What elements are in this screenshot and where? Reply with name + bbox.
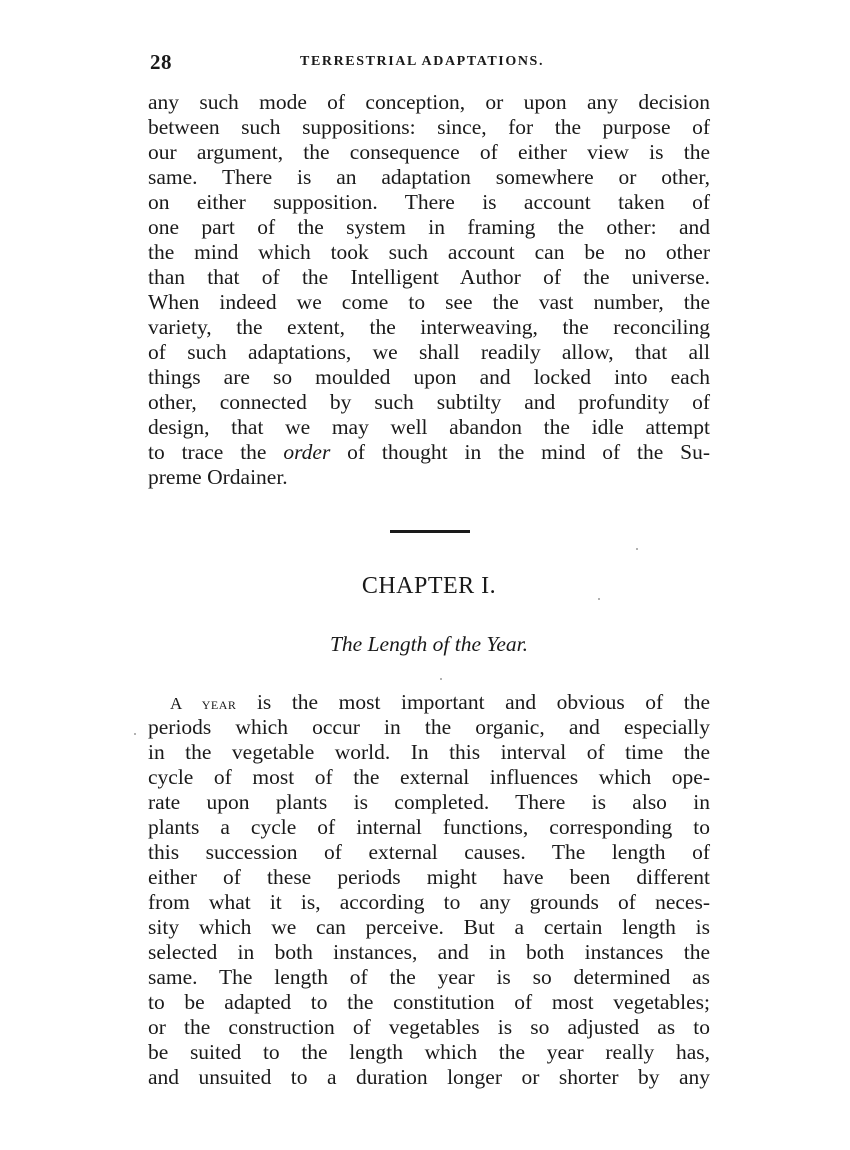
text-line: any such mode of conception, or upon any decision xyxy=(148,90,710,114)
paper-speck xyxy=(134,733,136,735)
text-line: sity which we can perceive. But a certain length is xyxy=(148,915,710,939)
text-line: other, connected by such subtilty and profundity of xyxy=(148,390,710,414)
text-line: When indeed we come to see the vast number, the xyxy=(148,290,710,314)
paper-speck xyxy=(636,548,638,550)
text-line: selected in both instances, and in both instances the xyxy=(148,940,710,964)
page-number: 28 xyxy=(150,50,172,74)
text-fragment: is the most important and obvious of the xyxy=(236,690,710,714)
text-line: design, that we may well abandon the idle attempt xyxy=(148,415,710,439)
text-line: the mind which took such account can be no other xyxy=(148,240,710,264)
chapter-heading: CHAPTER I. xyxy=(361,573,497,599)
text-line: same. The length of the year is so determined as xyxy=(148,965,710,989)
text-line: periods which occur in the organic, and especially xyxy=(148,715,710,739)
text-line: than that of the Intelligent Author of the universe. xyxy=(148,265,710,289)
text-line: same. There is an adaptation somewhere or other, xyxy=(148,165,710,189)
text-line: from what it is, according to any grounds of neces- xyxy=(148,890,710,914)
text-line xyxy=(148,690,710,715)
chapter-paragraph xyxy=(148,690,710,1090)
text-line: between such suppositions: since, for the purpose of xyxy=(148,115,710,139)
text-line: of such adaptations, we shall readily allow, that all xyxy=(148,340,710,364)
text-line: be suited to the length which the year really has, xyxy=(148,1040,710,1064)
text-line: plants a cycle of internal functions, corresponding to xyxy=(148,815,710,839)
text-line: in the vegetable world. In this interval of time the xyxy=(148,740,710,764)
emphasized-word: order xyxy=(283,440,331,464)
text-line: cycle of most of the external influences which ope- xyxy=(148,765,710,789)
running-title: TERRESTRIAL ADAPTATIONS. xyxy=(300,54,545,69)
text-line: variety, the extent, the interweaving, the reconciling xyxy=(148,315,710,339)
text-line: rate upon plants is completed. There is also in xyxy=(148,790,710,814)
text-line xyxy=(148,440,710,465)
chapter-subtitle: The Length of the Year. xyxy=(329,632,529,656)
text-line: and unsuited to a duration longer or shorter by any xyxy=(148,1065,710,1089)
text-line: one part of the system in framing the other: and xyxy=(148,215,710,239)
text-line: either of these periods might have been different xyxy=(148,865,710,889)
section-divider xyxy=(390,530,470,533)
text-line: this succession of external causes. The length of xyxy=(148,840,710,864)
text-fragment: to trace the xyxy=(148,440,284,464)
text-fragment: of thought in the mind of the Su- xyxy=(330,440,710,464)
text-line: things are so moulded upon and locked into each xyxy=(148,365,710,389)
small-caps-opening: A year xyxy=(170,694,237,713)
text-line: or the construction of vegetables is so adjusted as to xyxy=(148,1015,710,1039)
text-line: preme Ordainer. xyxy=(148,465,288,489)
paper-speck xyxy=(598,598,600,600)
text-line: on either supposition. There is account taken of xyxy=(148,190,710,214)
text-line: our argument, the consequence of either view is the xyxy=(148,140,710,164)
paper-speck xyxy=(440,678,442,680)
running-head xyxy=(150,50,710,74)
intro-paragraph xyxy=(148,90,710,490)
text-line: to be adapted to the constitution of most vegetables; xyxy=(148,990,710,1014)
